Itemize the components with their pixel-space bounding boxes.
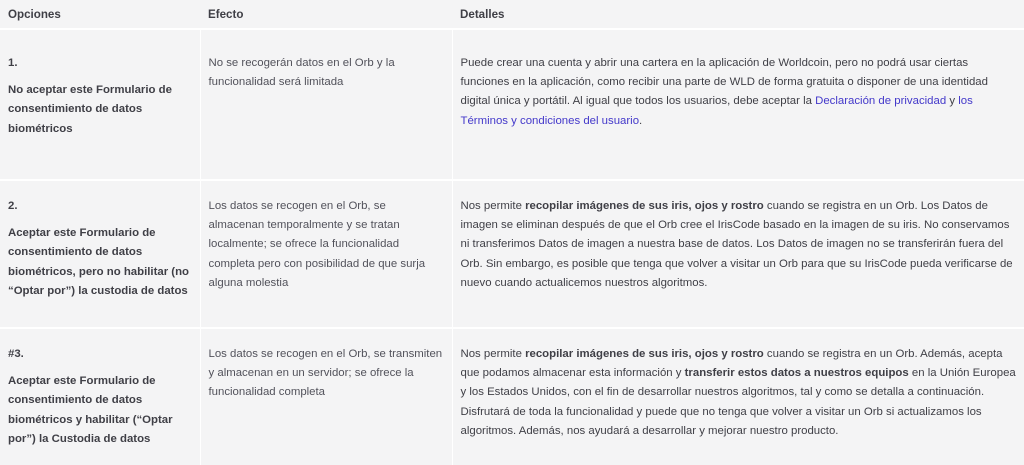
user-terms-link[interactable]: los Términos y condiciones del usuario (460, 95, 973, 127)
privacy-statement-link[interactable]: Declaración de privacidad (815, 95, 947, 108)
details-text: Puede crear una cuenta y abrir una cartera en la aplicación de Worldcoin, pero no podrá usar ciertas funciones en la aplicación, como recibir una parte de WLD de forma gratuita o disponer de una identidad digital única y portátil. Al igual que todos los usuarios, debe aceptar la (460, 57, 988, 108)
table-header-row (0, 0, 1024, 29)
details-text: . (639, 114, 643, 127)
table-row (0, 29, 1024, 180)
details-cell (452, 29, 1024, 180)
details-text: cuando se registra en un Orb. Además, acepta que podamos almacenar esta información y (460, 348, 1003, 380)
table-row (0, 180, 1024, 328)
option-label: No aceptar este Formulario de consentimiento de datos biométricos (8, 84, 172, 135)
details-text: cuando se registra en un Orb. Los Datos de imagen se eliminan después de que el Orb cree el IrisCode basado en la imagen de su iris. No conservamos ni transferimos Datos de imagen a nuestra base de datos. Los Datos de imagen no se transferirán fuera del Orb. Sin embargo, es posible que tenga que volver a visitar un Orb para que su IrisCode pueda verificarse de nuevo cuando actualicemos nuestros algoritmos. (460, 200, 1013, 289)
header-effect: Efecto (200, 0, 452, 29)
details-cell (452, 180, 1024, 328)
effect-text: Los datos se recogen en el Orb, se almacenan temporalmente y se tratan localmente; se ofrece la funcionalidad completa pero con posibilidad de que surja alguna molestia (208, 200, 426, 289)
option-cell (0, 328, 200, 465)
details-emphasis: recopilar imágenes de sus iris, ojos y rostro (525, 348, 764, 360)
table-row (0, 328, 1024, 465)
option-number: 2. (8, 200, 18, 212)
option-number: 1. (8, 57, 18, 69)
option-number: #3. (8, 348, 24, 360)
details-emphasis: recopilar imágenes de sus iris, ojos y rostro (525, 200, 764, 212)
effect-text: No se recogerán datos en el Orb y la funcionalidad será limitada (208, 57, 395, 89)
option-cell (0, 180, 200, 328)
details-text: en la Unión Europea y los Estados Unidos, con el fin de desarrollar nuestros algoritmos, tal y como se detalla a continuación. Disfrutará de toda la funcionalidad y puede que no tenga que volver a visitar un Orb si actualizamos los algoritmos. Además, nos ayudará a desarrollar y mejorar nuestro producto. (460, 367, 1016, 437)
option-label: Aceptar este Formulario de consentimiento de datos biométricos y habilitar (“Optar por”) la Custodia de datos (8, 375, 173, 445)
option-cell (0, 29, 200, 180)
details-emphasis: transferir estos datos a nuestros equipos (684, 367, 909, 380)
effect-cell (200, 29, 452, 180)
option-label: Aceptar este Formulario de consentimiento de datos biométricos, pero no habilitar (no “Optar por”) la custodia de datos (8, 227, 189, 297)
effect-cell (200, 180, 452, 328)
header-details: Detalles (452, 0, 1024, 29)
details-text: Nos permite (460, 200, 526, 212)
header-options: Opciones (0, 0, 200, 29)
details-text: Nos permite (460, 348, 526, 360)
effect-text: Los datos se recogen en el Orb, se transmiten y almacenan en un servidor; se ofrece la funcionalidad completa (208, 348, 443, 399)
details-cell (452, 328, 1024, 465)
effect-cell (200, 328, 452, 465)
details-text: y (946, 95, 959, 108)
